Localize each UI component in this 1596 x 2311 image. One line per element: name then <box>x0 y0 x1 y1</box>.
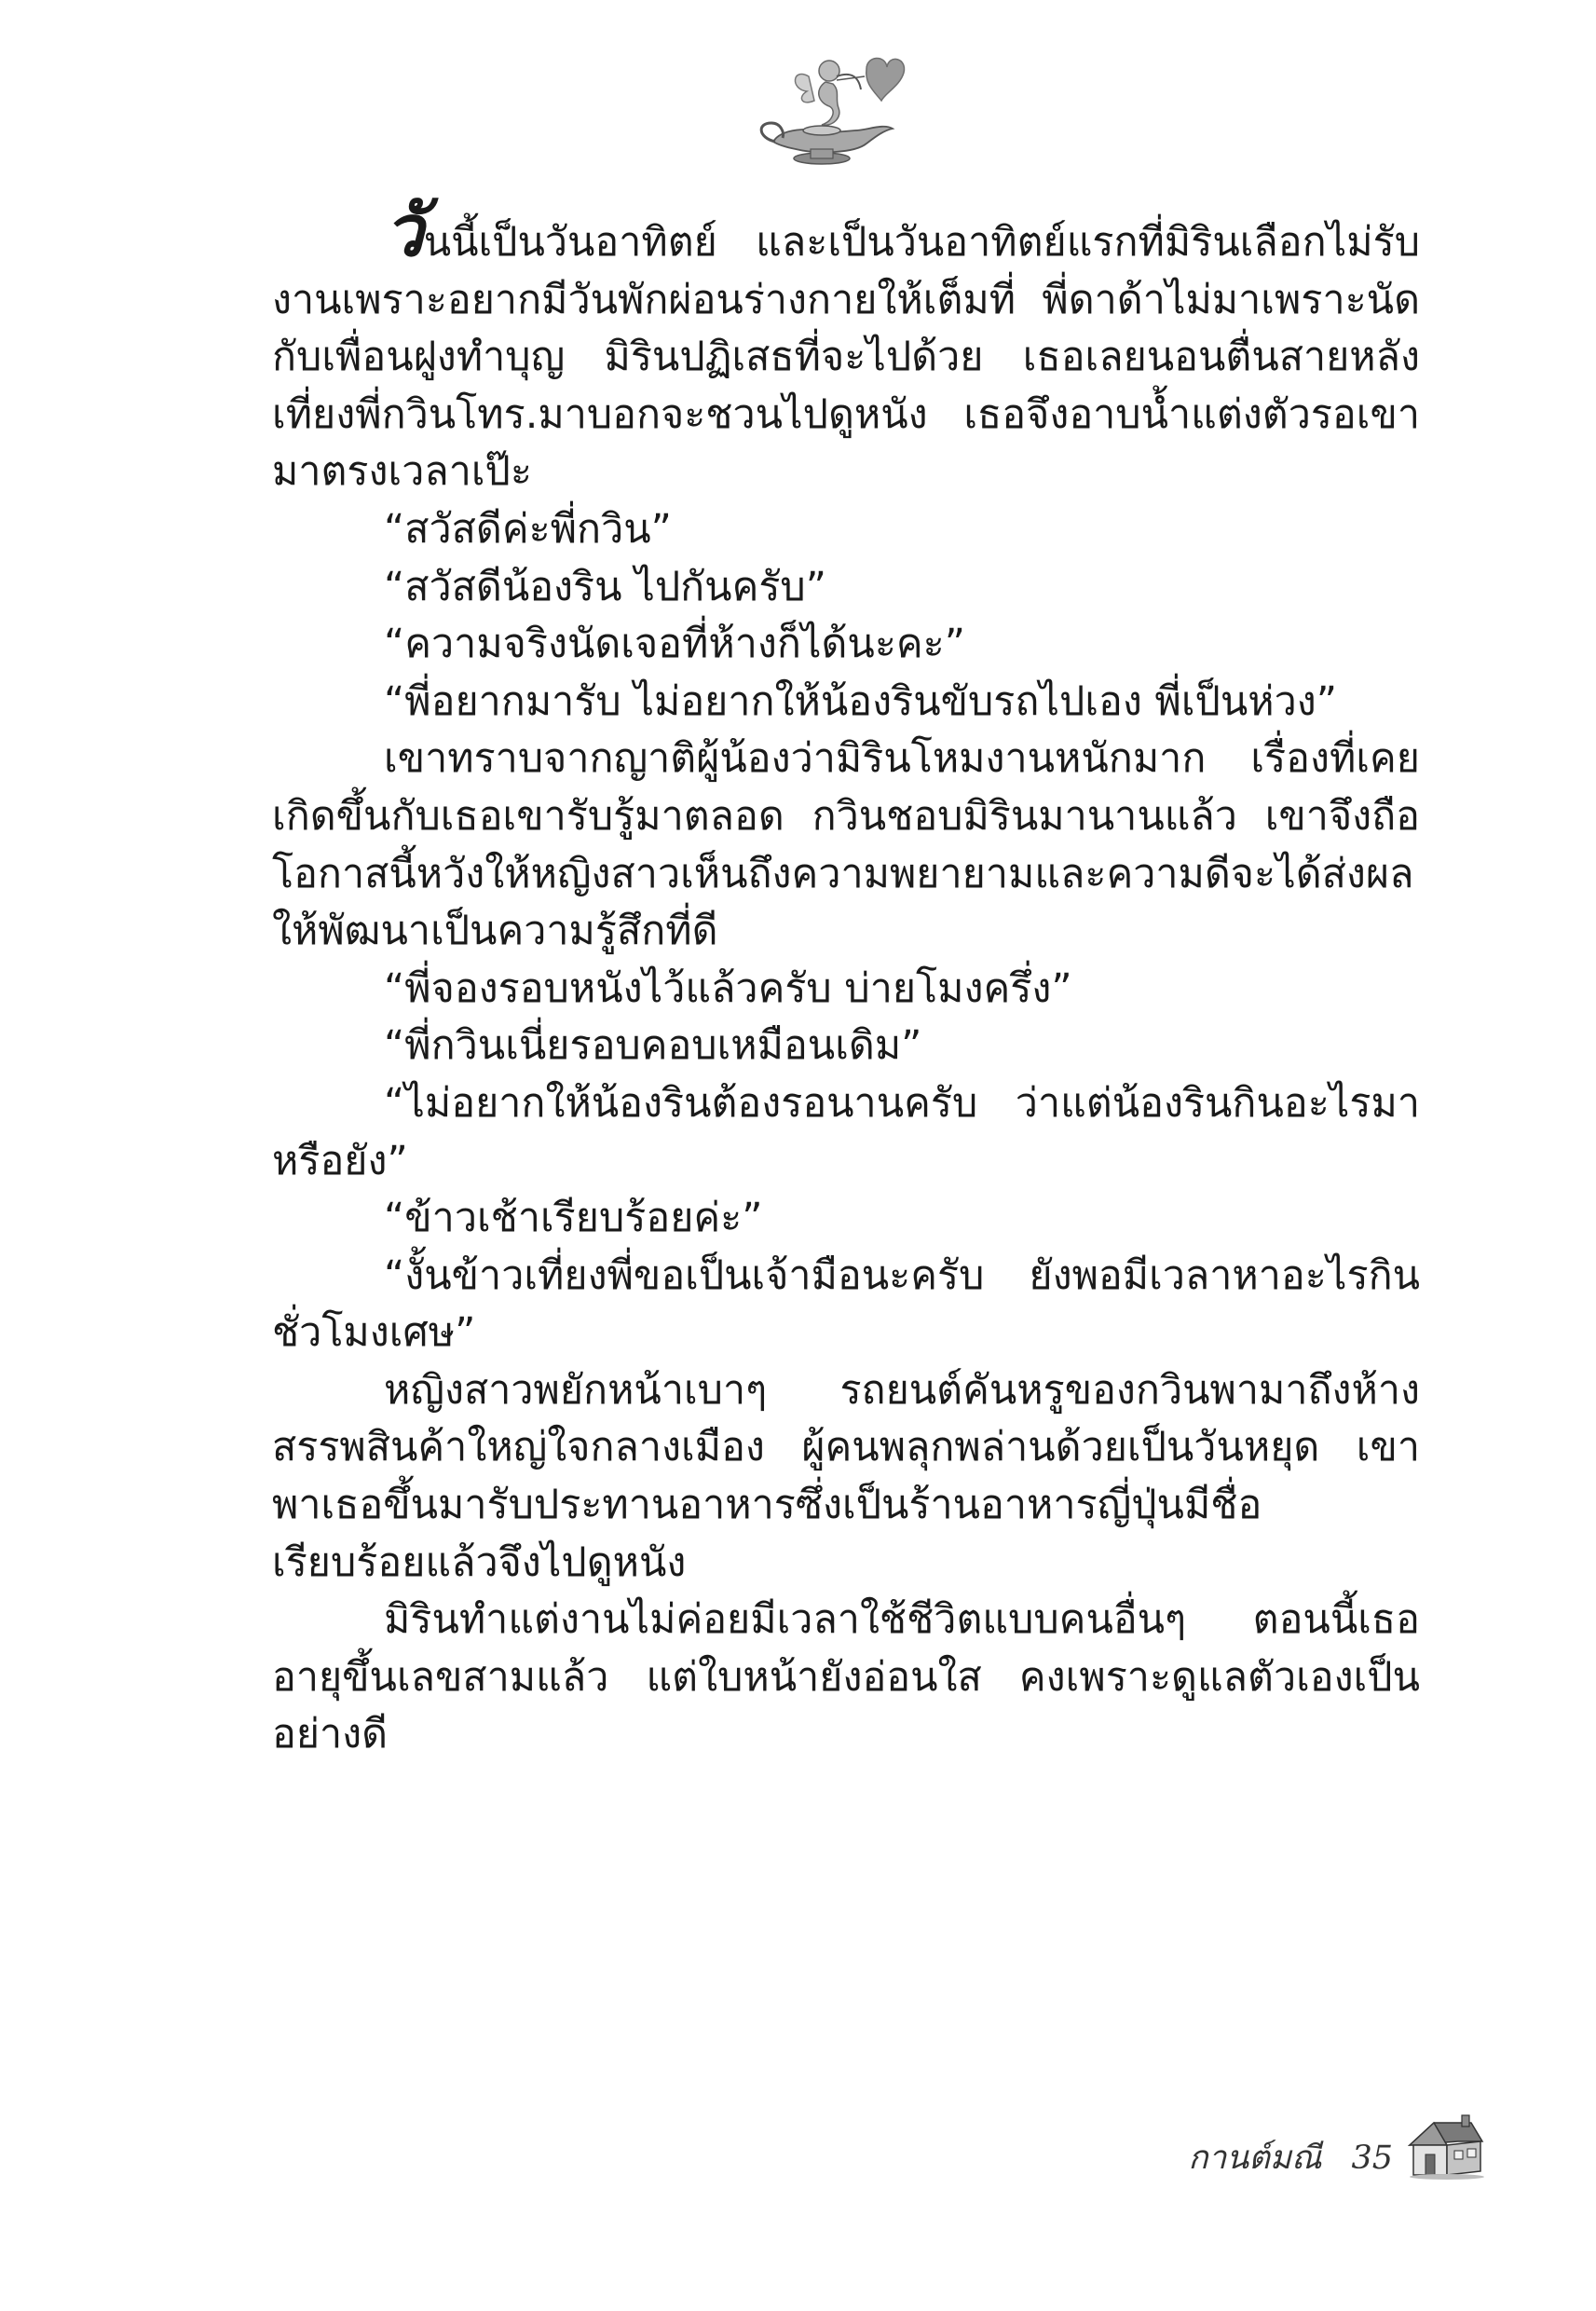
paragraph <box>272 189 1420 501</box>
paragraph: “พี่กวินเนี่ยรอบคอบเหมือนเดิม” <box>384 1022 922 1070</box>
paragraph: “สวัสดีค่ะพี่กวิน” <box>384 505 672 553</box>
page-footer <box>1188 2113 1484 2181</box>
page-body <box>272 189 1420 1764</box>
paragraph: มิรินทำแต่งานไม่ค่อยมีเวลาใช้ชีวิตแบบคนอื่นๆ ตอนนี้เธออายุขึ้นเลขสามแล้ว แต่ใบหน้ายังอ่อนใส คงเพราะดูแลตัวเองเป็นอย่างดี <box>272 1596 1420 1758</box>
paragraph: หญิงสาวพยักหน้าเบาๆ รถยนต์คันหรูของกวินพามาถึงห้างสรรพสินค้าใหญ่ใจกลางเมือง ผู้คนพลุกพล่านด้วยเป็นวันหยุด เขาพาเธอขึ้นมารับประทานอาหารซึ่งเป็นร้านอาหารญี่ปุ่นมีชื่อ เรียบร้อยแล้วจึงไปดูหนัง <box>272 1366 1420 1586</box>
paragraph: “พี่จองรอบหนังไว้แล้วครับ บ่ายโมงครึ่ง” <box>384 964 1072 1012</box>
paragraph: “สวัสดีน้องริน ไปกันครับ” <box>384 563 826 610</box>
paragraph: เขาทราบจากญาติผู้น้องว่ามิรินโหมงานหนักมาก เรื่องที่เคยเกิดขึ้นกับเธอเขารับรู้มาตลอด กวินชอบมิรินมานานแล้ว เขาจึงถือโอกาสนี้หวังให้หญิงสาวเห็นถึงความพยายามและความดีจะได้ส่งผลให้พัฒนาเป็นความรู้สึกที่ดี <box>272 735 1420 955</box>
cupid-genie-lamp-icon <box>743 48 911 174</box>
paragraph: “ความจริงนัดเจอที่ห้างก็ได้นะคะ” <box>384 621 966 668</box>
paragraph-text: นนี้เป็นวันอาทิตย์ และเป็นวันอาทิตย์แรกที่มิรินเลือกไม่รับงานเพราะอยากมีวันพักผ่อนร่างกายให้เต็มที่ พี่ดาด้าไม่มาเพราะนัดกับเพื่อนฝูงทำบุญ มิรินปฏิเสธที่จะไปด้วย เธอเลยนอนตื่นสายหลังเที่ยงพี่กวินโทร.มาบอกจะชวนไปดูหนัง เธอจึงอาบน้ำแต่งตัวรอเขามาตรงเวลาเป๊ะ <box>272 219 1420 496</box>
drop-cap: วั <box>384 189 424 272</box>
book-title: กานต์มณี <box>1188 2140 1322 2177</box>
paragraph: “ข้าวเช้าเรียบร้อยค่ะ” <box>384 1195 763 1242</box>
page-number: 35 <box>1351 2140 1393 2177</box>
paragraph: “ไม่อยากให้น้องรินต้องรอนานครับ ว่าแต่น้องรินกินอะไรมาหรือยัง” <box>272 1079 1420 1184</box>
paragraph: “งั้นข้าวเที่ยงพี่ขอเป็นเจ้ามือนะครับ ยังพอมีเวลาหาอะไรกินชั่วโมงเศษ” <box>272 1251 1420 1357</box>
paragraph: “พี่อยากมารับ ไม่อยากให้น้องรินขับรถไปเอง พี่เป็นห่วง” <box>384 677 1338 725</box>
house-icon <box>1406 2113 1484 2181</box>
